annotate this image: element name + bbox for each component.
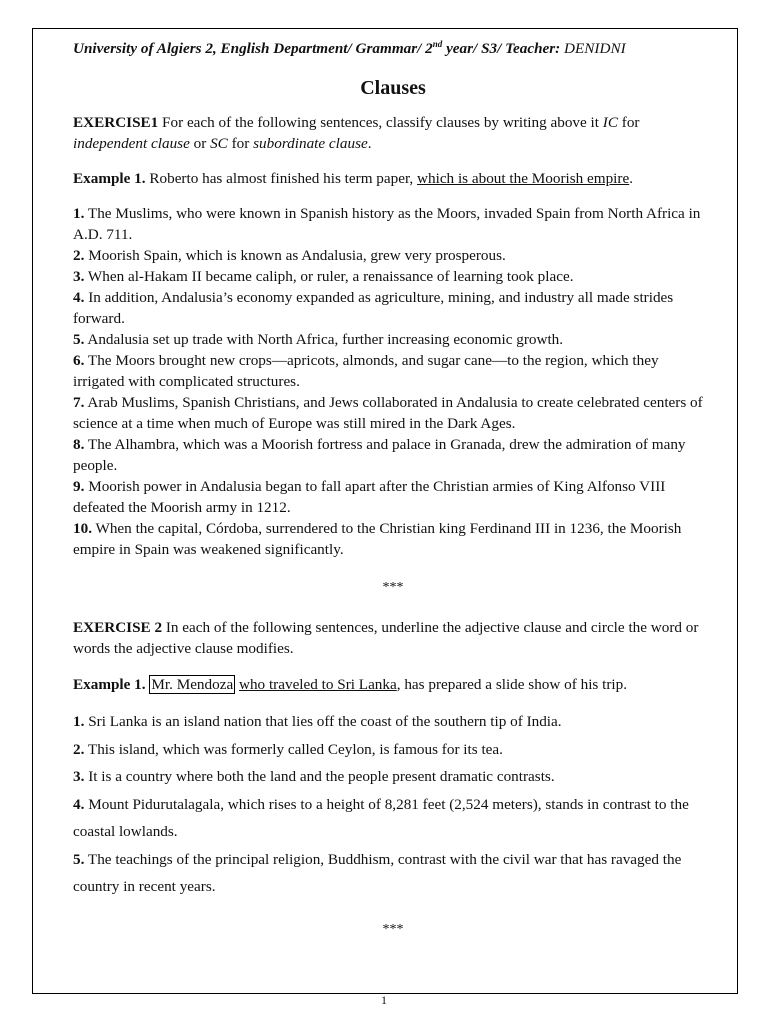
item-number: 9. bbox=[73, 478, 85, 496]
exercise1-list bbox=[73, 203, 713, 560]
exercise1-instructions bbox=[73, 112, 713, 154]
exercise1-instr-b: for bbox=[617, 114, 640, 132]
list-item bbox=[73, 392, 713, 434]
example-text-end: , has prepared a slide show of his trip. bbox=[396, 676, 628, 694]
item-number: 2. bbox=[73, 740, 85, 758]
item-text: The Muslims, who were known in Spanish history as the Moors, invaded Spain from North Africa in A.D. 711. bbox=[73, 205, 701, 244]
item-number: 7. bbox=[73, 394, 85, 412]
item-number: 8. bbox=[73, 436, 85, 454]
header-text-rest: year/ S3/ Teacher: bbox=[442, 40, 561, 58]
item-text: Andalusia set up trade with North Africa, further increasing economic growth. bbox=[84, 331, 564, 349]
item-text: Moorish power in Andalusia began to fall apart after the Christian armies of King Alfonso VIII defeated the Moorish army in 1212. bbox=[73, 478, 666, 517]
item-text: When al-Hakam II became caliph, or ruler, a renaissance of learning took place. bbox=[84, 268, 574, 286]
exercise1-instr-a: For each of the following sentences, classify clauses by writing above it bbox=[158, 114, 603, 132]
exercise1-instr-d: for bbox=[227, 135, 254, 153]
example-label: Example 1. bbox=[73, 676, 146, 694]
list-item bbox=[73, 518, 713, 560]
exercise1-instr-c: or bbox=[189, 135, 211, 153]
exercise2-instr: In each of the following sentences, underline the adjective clause and circle the word or words the adjective clause modifies. bbox=[73, 619, 699, 658]
exercise2-instructions bbox=[73, 617, 713, 659]
item-number: 1. bbox=[73, 713, 85, 731]
item-number: 5. bbox=[73, 331, 85, 349]
example-underlined-clause: which is about the Moorish empire bbox=[417, 170, 630, 188]
document-body bbox=[73, 34, 713, 940]
item-text: The teachings of the principal religion, Buddhism, contrast with the civil war that has ravaged the country in recent years. bbox=[73, 850, 682, 896]
item-text: Mount Pidurutalagala, which rises to a height of 8,281 feet (2,524 meters), stands in contrast to the coastal lowlands. bbox=[73, 795, 689, 841]
item-text: Sri Lanka is an island nation that lies off the coast of the southern tip of India. bbox=[84, 713, 562, 731]
item-text: The Alhambra, which was a Moorish fortress and palace in Granada, drew the admiration of many people. bbox=[73, 436, 686, 475]
item-number: 3. bbox=[73, 268, 85, 286]
example-boxed-word: Mr. Mendoza bbox=[151, 676, 234, 694]
page-title: Clauses bbox=[360, 77, 426, 100]
list-item bbox=[73, 736, 713, 764]
list-item bbox=[73, 287, 713, 329]
item-text: In addition, Andalusia’s economy expanded as agriculture, mining, and industry all made strides forward. bbox=[73, 289, 674, 328]
item-number: 4. bbox=[73, 289, 85, 307]
exercise1-instr-e: . bbox=[367, 135, 372, 153]
page-number: 1 bbox=[381, 993, 387, 1007]
item-text: This island, which was formerly called Ceylon, is famous for its tea. bbox=[84, 740, 503, 758]
example-text: Roberto has almost finished his term paper, bbox=[145, 170, 418, 188]
list-item bbox=[73, 476, 713, 518]
item-number: 6. bbox=[73, 352, 85, 370]
list-item bbox=[73, 708, 713, 736]
example-text-end: . bbox=[629, 170, 633, 188]
list-item bbox=[73, 329, 713, 350]
item-number: 3. bbox=[73, 768, 85, 786]
item-text: Arab Muslims, Spanish Christians, and Jews collaborated in Andalusia to create celebrated centers of science at a time when much of Europe was still mired in the Dark Ages. bbox=[73, 394, 703, 433]
list-item bbox=[73, 763, 713, 791]
section-separator: *** bbox=[382, 580, 404, 596]
item-number: 1. bbox=[73, 205, 85, 223]
list-item bbox=[73, 791, 713, 846]
document-header bbox=[73, 34, 713, 59]
list-item bbox=[73, 846, 713, 901]
item-number: 5. bbox=[73, 850, 85, 868]
section-separator-end: *** bbox=[382, 921, 404, 937]
header-text: University of Algiers 2, English Department/ Grammar/ 2 bbox=[73, 40, 433, 58]
item-text: When the capital, Córdoba, surrendered to the Christian king Ferdinand III in 1236, the Moorish empire in Spain was weakened significantly. bbox=[73, 520, 682, 559]
item-text: Moorish Spain, which is known as Andalusia, grew very prosperous. bbox=[84, 247, 506, 265]
exercise1-sc: SC bbox=[210, 135, 228, 153]
item-number: 2. bbox=[73, 247, 85, 265]
list-item bbox=[73, 203, 713, 245]
example-underlined-clause: who traveled to Sri Lanka bbox=[239, 676, 397, 694]
exercise2-example bbox=[73, 674, 713, 695]
item-number: 10. bbox=[73, 520, 92, 538]
exercise1-independent: independent clause bbox=[73, 135, 190, 153]
list-item bbox=[73, 266, 713, 287]
item-text: It is a country where both the land and the people present dramatic contrasts. bbox=[84, 768, 555, 786]
list-item bbox=[73, 434, 713, 476]
list-item bbox=[73, 350, 713, 392]
example-label: Example 1. bbox=[73, 170, 146, 188]
exercise1-ic: IC bbox=[602, 114, 618, 132]
item-text: The Moors brought new crops—apricots, almonds, and sugar cane—to the region, which they irrigated with complicated structures. bbox=[73, 352, 659, 391]
exercise1-subordinate: subordinate clause bbox=[253, 135, 368, 153]
exercise1-label: EXERCISE1 bbox=[73, 114, 159, 132]
exercise1-example bbox=[73, 168, 713, 189]
teacher-name: DENIDNI bbox=[560, 40, 626, 58]
header-superscript: nd bbox=[432, 39, 443, 49]
item-number: 4. bbox=[73, 795, 85, 813]
list-item bbox=[73, 245, 713, 266]
exercise2-list bbox=[73, 708, 713, 901]
exercise2-label: EXERCISE 2 bbox=[73, 619, 163, 637]
